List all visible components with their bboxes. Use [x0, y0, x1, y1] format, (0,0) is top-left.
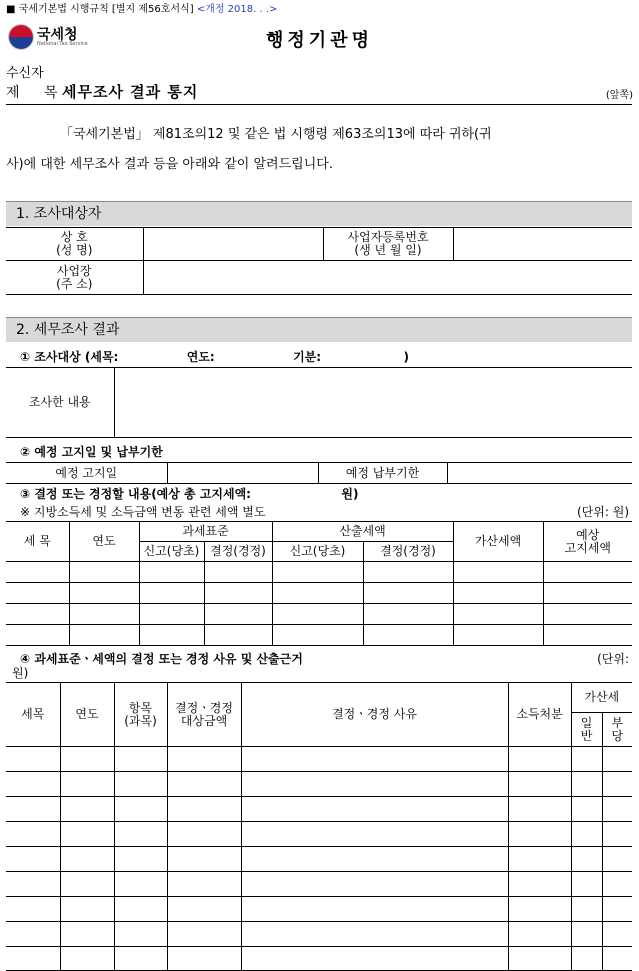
col-base-report: 신고(당초): [139, 542, 204, 562]
name-label: 상 호: [60, 230, 88, 244]
addr-value[interactable]: [143, 261, 632, 295]
table-row: [6, 604, 632, 625]
agency-name: 행정기관명: [266, 30, 373, 51]
scope-period-label: 기분:: [293, 350, 322, 364]
r-col-general-line1: 일: [580, 715, 593, 730]
investigation-scope: [20, 348, 409, 365]
notice-dates-heading: ② 예정 고지일 및 납부기한: [20, 445, 163, 459]
decision-heading-text: ③ 결정 또는 경정할 내용(예상 총 고지세액:: [20, 487, 251, 501]
table-row: [6, 847, 632, 872]
col-calc-decision: 결정(경정): [363, 542, 453, 562]
investigated-content-table: [6, 367, 632, 438]
col-calc: 산출세액: [272, 522, 453, 542]
addr-sublabel: (주 소): [56, 276, 93, 291]
r-col-disposal: 소득처분: [508, 683, 571, 747]
reason-heading: ④ 과세표준ㆍ세액의 결정 또는 경정 사유 및 산출근거: [20, 652, 303, 666]
decision-table: [6, 521, 632, 646]
investigated-value[interactable]: [114, 368, 632, 438]
form-reference: [6, 0, 277, 15]
table-row: [6, 562, 632, 583]
col-tax: 세 목: [6, 522, 69, 562]
section-2-header: 2. 세무조사 결과: [6, 317, 632, 342]
reason-table: [6, 682, 632, 971]
front-side-mark: (앞쪽): [605, 90, 633, 101]
intro-line-1: 「국세기본법」 제81조의12 및 같은 법 시행령 제63조의13에 따라 귀하(귀: [60, 127, 492, 142]
r-col-amount: [167, 683, 241, 747]
decision-heading: [20, 485, 358, 502]
reg-label-cell: [323, 228, 453, 261]
table-row: [6, 947, 632, 971]
r-col-unfair-line1: 부: [611, 715, 624, 730]
subject-label: 제 목: [6, 85, 68, 101]
r-col-item-line1: 항목: [128, 700, 153, 715]
due-date-label: 예정 납부기한: [318, 463, 447, 484]
investigated-label: 조사한 내용: [6, 368, 114, 438]
r-col-amount-line2: 대상금액: [180, 713, 228, 728]
col-expected-line1: 예상: [576, 527, 600, 542]
table-row: [6, 747, 632, 772]
reg-sublabel: (생 년 월 일): [354, 243, 422, 257]
scope-year-label: 연도:: [186, 350, 215, 364]
col-expected-line2: 고지세액: [564, 540, 611, 555]
table-row: [6, 797, 632, 822]
reg-value[interactable]: [453, 228, 632, 261]
col-expected: [543, 522, 632, 562]
table-row: [6, 922, 632, 947]
table-row: [6, 897, 632, 922]
r-col-unfair: [602, 713, 632, 747]
subject-info-table: [6, 227, 632, 295]
intro-paragraph: [6, 120, 632, 180]
col-base-decision: 결정(경정): [204, 542, 272, 562]
table-row: [6, 583, 632, 604]
r-col-item: [114, 683, 167, 747]
col-base: 과세표준: [139, 522, 272, 542]
notice-date-label: 예정 고지일: [6, 463, 167, 484]
notice-dates-table: [6, 462, 632, 484]
col-penalty: 가산세액: [453, 522, 543, 562]
table-row: [6, 625, 632, 646]
scope-tax-label: ① 조사대상 (세목:: [20, 350, 119, 364]
scope-close: ): [403, 350, 409, 364]
section-1-header: 1. 조사대상자: [6, 201, 632, 226]
r-col-year: 연도: [60, 683, 114, 747]
r-col-tax: 세목: [6, 683, 60, 747]
addr-label: 사업장: [56, 263, 92, 278]
name-value[interactable]: [143, 228, 323, 261]
logo-subtitle: National Tax Service: [37, 41, 88, 47]
table-row: [6, 872, 632, 897]
form-ref-text: ■ 국세기본법 시행규칙 [별지 제56호서식]: [6, 4, 194, 15]
r-col-general-line2: 반: [580, 728, 593, 743]
reg-label: 사업자등록번호: [347, 230, 429, 244]
table-row: [6, 772, 632, 797]
name-sublabel: (성 명): [56, 243, 93, 257]
r-col-penalty: 가산세: [571, 683, 632, 713]
header-divider: [6, 104, 632, 105]
r-col-unfair-line2: 당: [611, 728, 624, 743]
notice-date-value[interactable]: [167, 463, 318, 484]
r-col-amount-line1: 결정ㆍ경정: [175, 700, 233, 715]
col-calc-report: 신고(당초): [272, 542, 363, 562]
revision-text: <개정 2018. . .>: [196, 4, 278, 15]
col-year: 연도: [69, 522, 139, 562]
logo-name: 국세청: [37, 27, 78, 43]
r-col-item-line2: (과목): [124, 713, 157, 728]
addr-label-cell: [6, 261, 143, 295]
unit4-label: (단위:: [597, 652, 629, 666]
unit-label: (단위: 원): [577, 505, 629, 519]
r-col-general: [571, 713, 602, 747]
r-col-reason: 결정ㆍ경정 사유: [241, 683, 508, 747]
local-tax-note: ※ 지방소득세 및 소득금액 변동 관련 세액 별도: [20, 505, 266, 519]
table-row: [6, 822, 632, 847]
decision-heading-unit: 원): [341, 487, 359, 501]
name-label-cell: [6, 228, 143, 261]
due-date-value[interactable]: [447, 463, 632, 484]
subject-title: 세무조사 결과 통지: [62, 83, 199, 101]
unit4-label-wrap: 원): [12, 666, 29, 680]
intro-line-2: 사)에 대한 세무조사 결과 등을 아래와 같이 알려드립니다.: [6, 157, 333, 172]
recipient-label: 수신자: [6, 66, 44, 81]
